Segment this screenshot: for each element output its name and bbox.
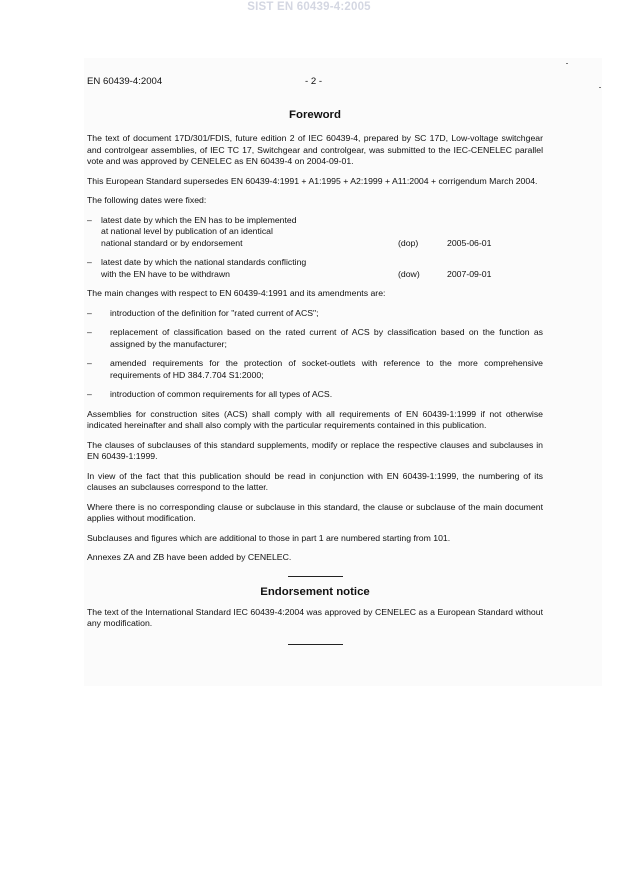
change-text: replacement of classification based on the rated current of ACS by classification based on the function as assigned by the manufacturer;: [110, 327, 543, 349]
foreword-paragraph: Subclauses and figures which are additional to those in part 1 are numbered starting from 101.: [87, 532, 451, 543]
date-description-line: latest date by which the national standards conflicting: [101, 257, 307, 267]
endorsement-title: Endorsement notice: [260, 585, 370, 598]
change-text: introduction of common requirements for all types of ACS.: [110, 389, 333, 399]
foreword-paragraph: The text of document 17D/301/FDIS, future edition 2 of IEC 60439-4, prepared by SC 17D, Low-voltage switchgear and controlgear assemblies, of IEC TC 17, Switchgear and controlgear, was submitted to the IEC-CENELEC parallel vote and was approved by CENELEC as EN 60439-4 on 2004-09-01.: [87, 133, 543, 166]
date-description-line: with the EN have to be withdrawn: [101, 268, 230, 279]
corner-mark: [599, 87, 601, 88]
end-divider: [288, 644, 343, 645]
date-item-dow: [87, 257, 543, 280]
change-text: introduction of the definition for "rated current of ACS";: [110, 307, 319, 318]
header-doc-id: EN 60439-4:2004: [87, 76, 163, 87]
foreword-paragraph: This European Standard supersedes EN 60439-4:1991 + A1:1995 + A2:1999 + A11:2004 + corrigendum March 2004.: [87, 175, 538, 186]
dash-bullet: –: [87, 307, 92, 318]
date-code: (dow): [398, 268, 420, 279]
list-item: [87, 327, 543, 350]
change-text: amended requirements for the protection of socket-outlets with reference to the more comprehensive requirements of HD 384.7.704 S1:2000;: [110, 358, 543, 380]
date-value: 2007-09-01: [447, 268, 492, 279]
list-item: [87, 358, 543, 381]
foreword-paragraph: Assemblies for construction sites (ACS) shall comply with all requirements of EN 60439-1:1999 if not otherwise indicated hereinafter and shall also comply with the particular requirements contained in this publication.: [87, 408, 543, 430]
date-item-dop: [87, 215, 543, 250]
header-page-number: - 2 -: [305, 76, 323, 87]
changes-intro: The main changes with respect to EN 60439-4:1991 and its amendments are:: [87, 288, 386, 298]
list-item: [87, 389, 543, 401]
document-body: [87, 108, 543, 651]
section-divider: [288, 576, 343, 577]
endorsement-paragraph: The text of the International Standard IEC 60439-4:2004 was approved by CENELEC as a European Standard without any modification.: [87, 606, 543, 628]
foreword-title: Foreword: [289, 109, 341, 121]
date-description-line: at national level by publication of an identical: [101, 226, 273, 236]
dash-bullet: –: [87, 257, 92, 267]
date-code: (dop): [398, 237, 419, 248]
dash-bullet: –: [87, 327, 92, 337]
dash-bullet: –: [87, 214, 92, 225]
date-description-line: latest date by which the EN has to be implemented: [101, 214, 297, 225]
foreword-paragraph: Where there is no corresponding clause or subclause in this standard, the clause or subclause of the main document applies without modification.: [87, 501, 543, 523]
date-description-line: national standard or by endorsement: [101, 237, 243, 248]
foreword-paragraph: Annexes ZA and ZB have been added by CENELEC.: [87, 552, 292, 562]
watermark: SIST EN 60439-4:2005: [247, 1, 371, 13]
date-value: 2005-06-01: [447, 237, 492, 248]
corner-mark: [566, 63, 568, 64]
dash-bullet: –: [87, 358, 92, 368]
dates-intro: The following dates were fixed:: [87, 195, 207, 205]
foreword-paragraph: The clauses of subclauses of this standard supplements, modify or replace the respective clauses and subclauses in EN 60439-1:1999.: [87, 439, 543, 461]
foreword-paragraph: In view of the fact that this publication should be read in conjunction with EN 60439-1:1999, the numbering of its clauses an subclauses correspond to the latter.: [87, 470, 543, 492]
list-item: [87, 308, 543, 320]
dash-bullet: –: [87, 389, 92, 399]
